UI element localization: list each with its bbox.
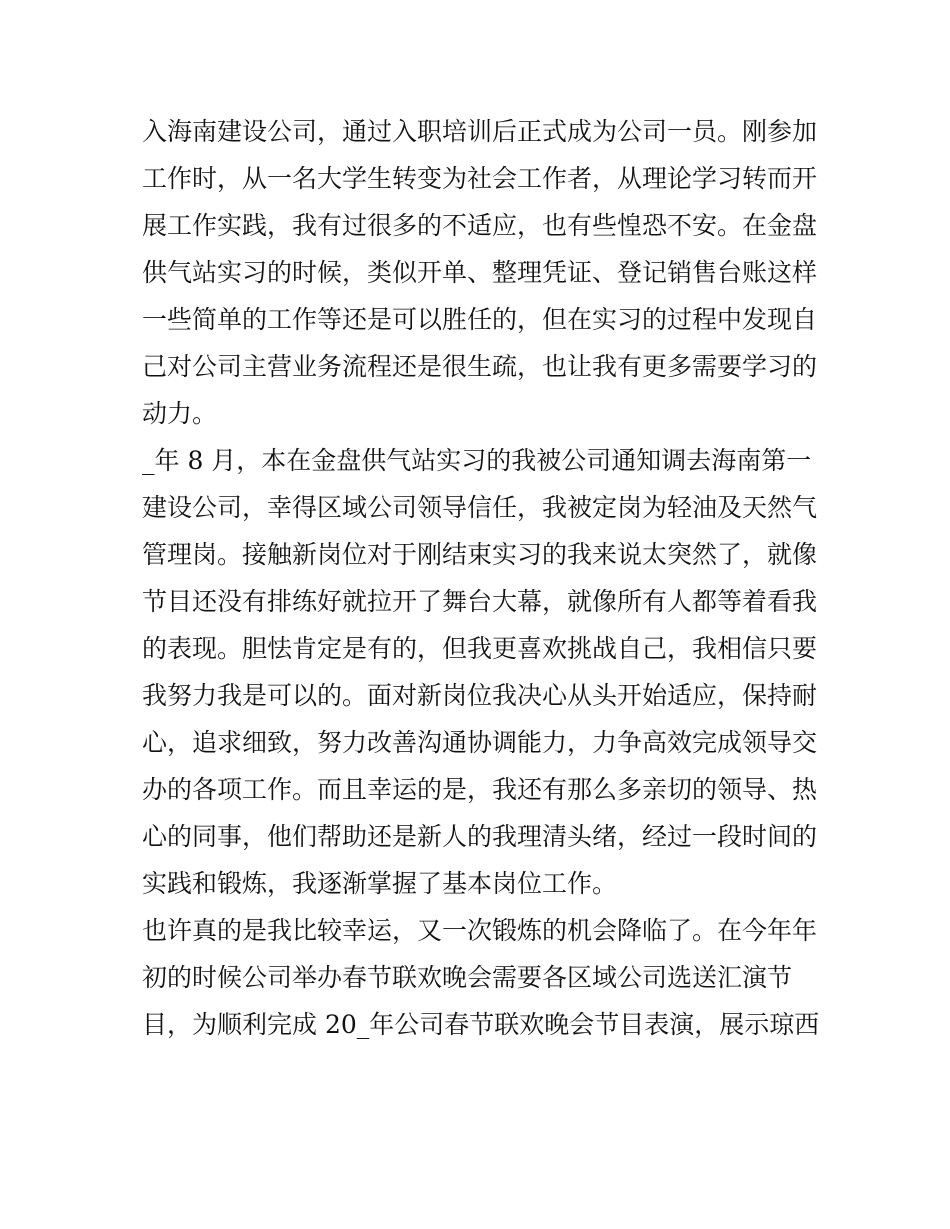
paragraph <box>142 437 822 907</box>
text-line: 心的同事，他们帮助还是新人的我理清头绪，经过一段时间的 <box>142 822 818 851</box>
text-line: 实践和锻炼，我逐渐掌握了基本岗位工作。 <box>142 869 618 898</box>
body-text <box>142 108 822 1048</box>
text-line: 心，追求细致，努力改善沟通协调能力，力争高效完成领导交 <box>142 728 818 757</box>
text-line: 动力。 <box>142 399 218 428</box>
text-line: 办的各项工作。而且幸运的是，我还有那么多亲切的领导、热 <box>142 775 818 804</box>
text-line: 建设公司，幸得区域公司领导信任，我被定岗为轻油及天然气 <box>142 493 818 522</box>
text-line: 目，为顺利完成 20_年公司春节联欢晚会节目表演，展示琼西 <box>142 1010 820 1039</box>
text-line: 管理岗。接触新岗位对于刚结束实习的我来说太突然了，就像 <box>142 540 818 569</box>
paragraph <box>142 108 822 437</box>
text-line: 一些简单的工作等还是可以胜任的，但在实习的过程中发现自 <box>142 305 818 334</box>
text-line: 也许真的是我比较幸运，又一次锻炼的机会降临了。在今年年 <box>142 916 818 945</box>
text-line: 初的时候公司举办春节联欢晚会需要各区域公司选送汇演节 <box>142 963 793 992</box>
text-line: 展工作实践，我有过很多的不适应，也有些惶恐不安。在金盘 <box>142 211 818 240</box>
text-line: 的表现。胆怯肯定是有的，但我更喜欢挑战自己，我相信只要 <box>142 634 818 663</box>
text-line: 工作时，从一名大学生转变为社会工作者，从理论学习转而开 <box>142 164 818 193</box>
text-line: 供气站实习的时候，类似开单、整理凭证、登记销售台账这样 <box>142 258 818 287</box>
paragraph <box>142 907 822 1048</box>
text-line: 我努力我是可以的。面对新岗位我决心从头开始适应，保持耐 <box>142 681 818 710</box>
text-line: _年 8 月，本在金盘供气站实习的我被公司通知调去海南第一 <box>142 446 812 475</box>
text-line: 己对公司主营业务流程还是很生疏，也让我有更多需要学习的 <box>142 352 818 381</box>
text-line: 入海南建设公司，通过入职培训后正式成为公司一员。刚参加 <box>142 117 818 146</box>
text-line: 节目还没有排练好就拉开了舞台大幕，就像所有人都等着看我 <box>142 587 818 616</box>
